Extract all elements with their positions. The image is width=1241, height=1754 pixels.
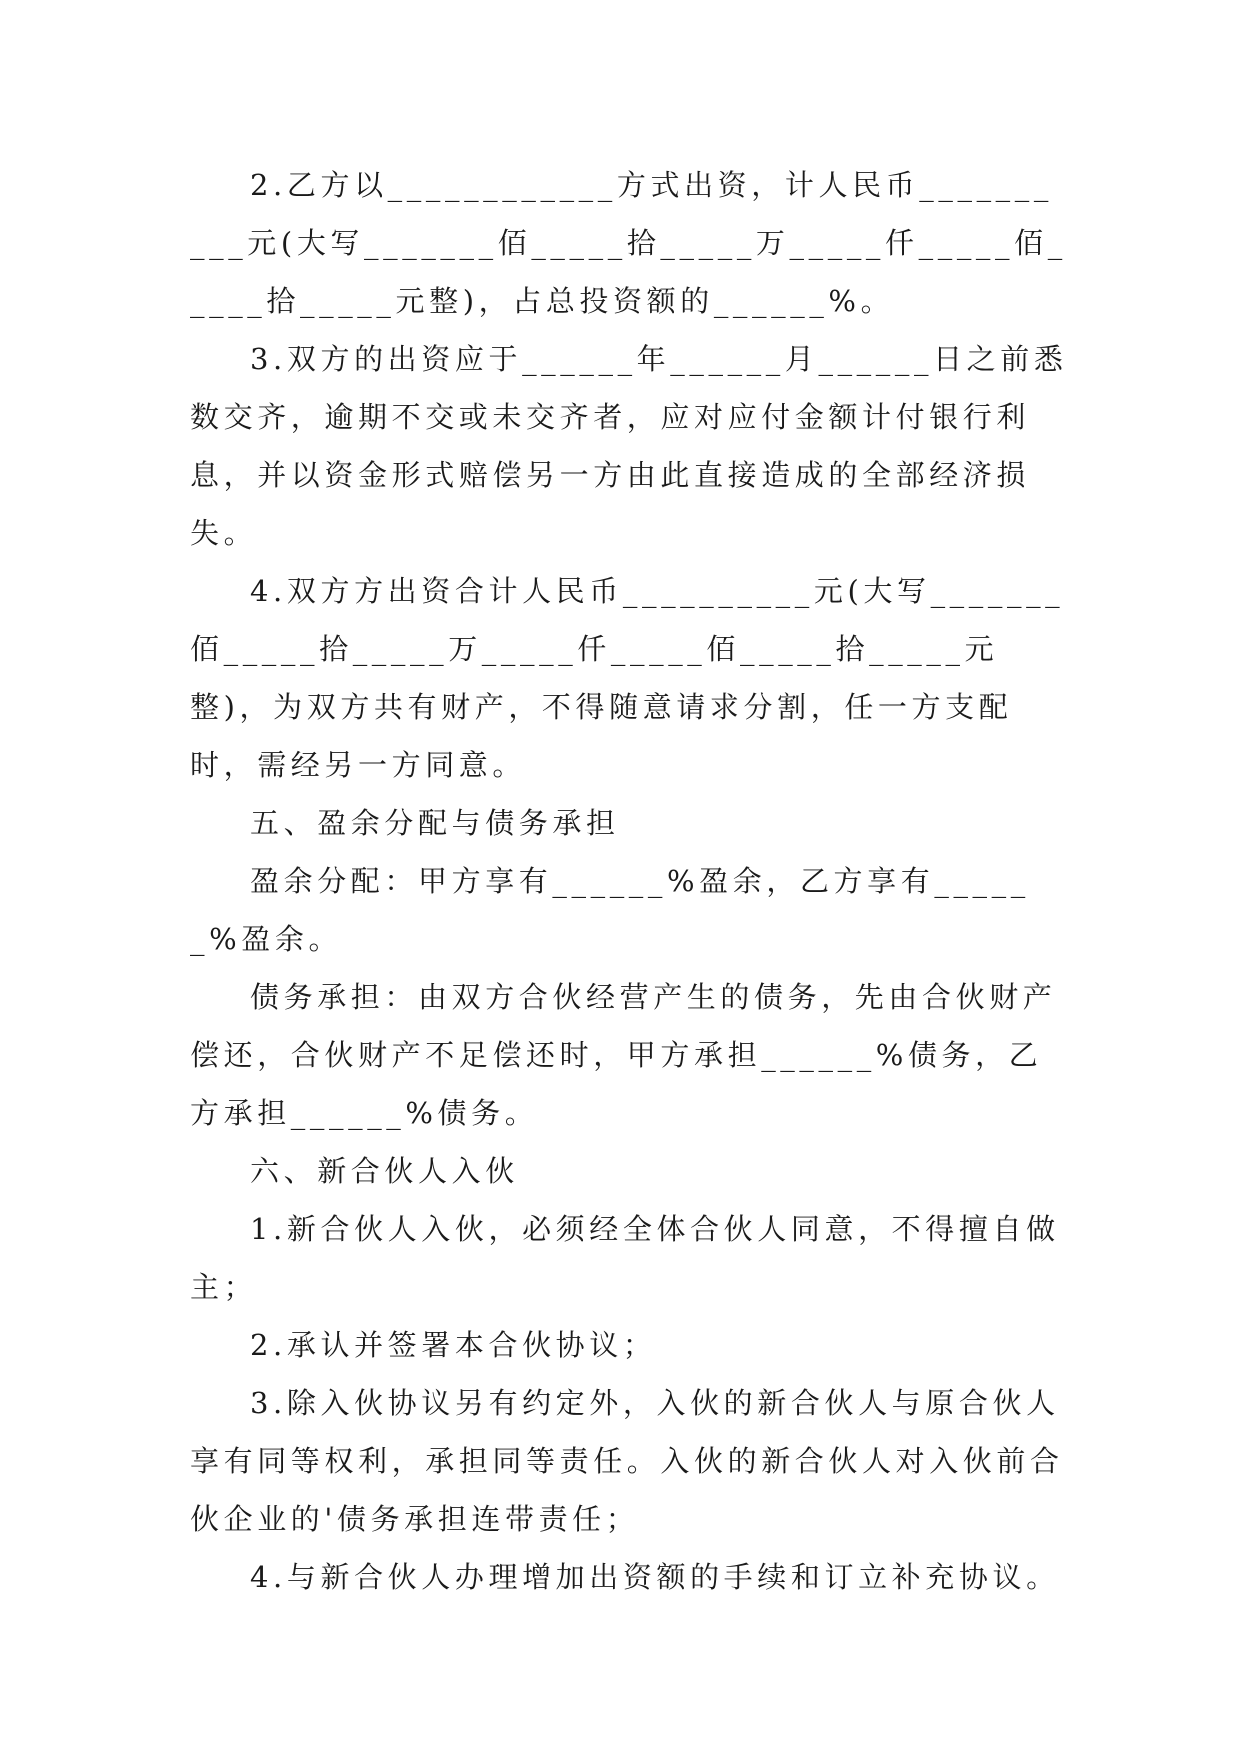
paragraph-supplementary-agreement: 4.与新合伙人办理增加出资额的手续和订立补充协议。 bbox=[250, 1560, 1060, 1594]
paragraph-capital-contribution-party-b: 2.乙方以____________方式出资，计人民币__________元(大写_______佰_____拾_____万_____仟_____佰_____拾_____元整)，占总投资额的______%。 bbox=[190, 168, 1067, 318]
document-body bbox=[190, 156, 1070, 1606]
section-heading-profit-debt: 五、盈余分配与债务承担 bbox=[250, 806, 620, 840]
paragraph-debt-bearing: 债务承担：由双方合伙经营产生的债务，先由合伙财产偿还，合伙财产不足偿还时，甲方承担______%债务，乙方承担______%债务。 bbox=[190, 980, 1057, 1130]
paragraph-sign-agreement: 2.承认并签署本合伙协议； bbox=[250, 1328, 657, 1362]
paragraph-equal-rights: 3.除入伙协议另有约定外，入伙的新合伙人与原合伙人享有同等权利，承担同等责任。入伙的新合伙人对入伙前合伙企业的'债务承担连带责任； bbox=[190, 1386, 1064, 1536]
paragraph-new-partner-consent: 1.新合伙人入伙，必须经全体合伙人同意，不得擅自做主； bbox=[190, 1212, 1060, 1304]
paragraph-total-contribution: 4.双方方出资合计人民币__________元(大写_______佰_____拾_____万_____仟_____佰_____拾_____元整)，为双方共有财产，不得随意请求分割，任一方支配时，需经另一方同意。 bbox=[190, 574, 1065, 782]
paragraph-contribution-deadline: 3.双方的出资应于______年______月______日之前悉数交齐，逾期不交或未交齐者，应对应付金额计付银行利息，并以资金形式赔偿另一方由此直接造成的全部经济损失。 bbox=[190, 342, 1068, 550]
paragraph-profit-distribution: 盈余分配：甲方享有______%盈余，乙方享有______%盈余。 bbox=[190, 864, 1030, 956]
section-heading-new-partner: 六、新合伙人入伙 bbox=[250, 1154, 519, 1188]
